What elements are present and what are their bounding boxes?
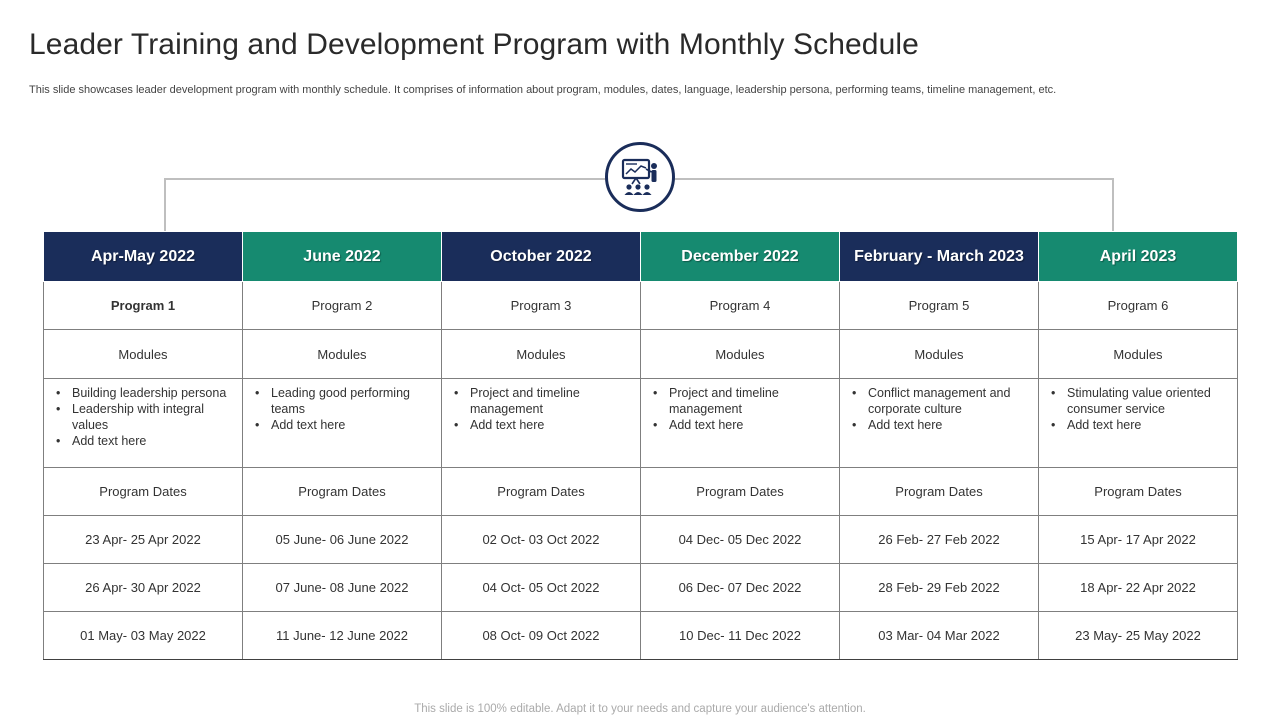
modules-cell: Modules [641,330,840,379]
column-header: December 2022 [641,232,840,282]
modules-cell: Modules [1039,330,1238,379]
module-list [452,385,630,433]
module-list-row [44,379,1238,468]
dates-label-cell: Program Dates [243,468,442,516]
page-title: Leader Training and Development Program with Monthly Schedule [29,28,919,61]
presentation-icon [617,154,663,200]
date-cell: 08 Oct- 09 Oct 2022 [442,612,641,660]
dates-label-cell: Program Dates [641,468,840,516]
module-item: • Add text here [669,417,829,433]
module-list [651,385,829,433]
module-list-cell [1039,379,1238,468]
date-cell: 03 Mar- 04 Mar 2022 [840,612,1039,660]
program-cell: Program 4 [641,282,840,330]
date-cell: 04 Dec- 05 Dec 2022 [641,516,840,564]
modules-cell: Modules [243,330,442,379]
module-list [253,385,431,433]
dates-label-cell: Program Dates [840,468,1039,516]
module-item: • Add text here [868,417,1028,433]
module-item: • Conflict management and corporate culture [868,385,1028,417]
modules-cell: Modules [44,330,243,379]
presentation-icon-badge [605,142,675,212]
date-cell: 23 May- 25 May 2022 [1039,612,1238,660]
date-cell: 04 Oct- 05 Oct 2022 [442,564,641,612]
module-item: • Add text here [271,417,431,433]
program-cell: Program 2 [243,282,442,330]
date-cell: 23 Apr- 25 Apr 2022 [44,516,243,564]
dates-label-cell: Program Dates [442,468,641,516]
date-cell: 11 June- 12 June 2022 [243,612,442,660]
dates-label-cell: Program Dates [44,468,243,516]
module-list-cell [44,379,243,468]
module-item: • Project and timeline management [669,385,829,417]
modules-cell: Modules [840,330,1039,379]
dates-row [44,564,1238,612]
module-list-cell [243,379,442,468]
date-cell: 18 Apr- 22 Apr 2022 [1039,564,1238,612]
header-row [44,232,1238,282]
footer-note: This slide is 100% editable. Adapt it to your needs and capture your audience's attention. [414,703,866,715]
dates-row [44,516,1238,564]
date-cell: 26 Apr- 30 Apr 2022 [44,564,243,612]
date-cell: 01 May- 03 May 2022 [44,612,243,660]
module-item: • Add text here [470,417,630,433]
dates-row [44,612,1238,660]
column-header: February - March 2023 [840,232,1039,282]
schedule-table [43,231,1238,660]
module-list [1049,385,1227,433]
module-list [54,385,232,449]
program-row [44,282,1238,330]
module-item: • Add text here [1067,417,1227,433]
dates-label-cell: Program Dates [1039,468,1238,516]
module-list-cell [641,379,840,468]
date-cell: 26 Feb- 27 Feb 2022 [840,516,1039,564]
module-item: • Leading good performing teams [271,385,431,417]
program-cell: Program 5 [840,282,1039,330]
column-header: Apr-May 2022 [44,232,243,282]
module-list [850,385,1028,433]
module-list-cell [442,379,641,468]
date-cell: 05 June- 06 June 2022 [243,516,442,564]
program-cell: Program 6 [1039,282,1238,330]
module-item: • Project and timeline management [470,385,630,417]
date-cell: 10 Dec- 11 Dec 2022 [641,612,840,660]
column-header: April 2023 [1039,232,1238,282]
page-subtitle: This slide showcases leader development program with monthly schedule. It comprises of information about program, modules, dates, language, leadership persona, performing teams, timeline management, etc. [29,84,1057,96]
date-cell: 06 Dec- 07 Dec 2022 [641,564,840,612]
column-header: October 2022 [442,232,641,282]
module-list-cell [840,379,1039,468]
modules-cell: Modules [442,330,641,379]
date-cell: 07 June- 08 June 2022 [243,564,442,612]
date-cell: 15 Apr- 17 Apr 2022 [1039,516,1238,564]
module-item: • Add text here [72,433,232,449]
column-header: June 2022 [243,232,442,282]
date-cell: 28 Feb- 29 Feb 2022 [840,564,1039,612]
program-cell: Program 1 [44,282,243,330]
program-dates-label-row [44,468,1238,516]
program-cell: Program 3 [442,282,641,330]
module-item: • Leadership with integral values [72,401,232,433]
module-item: • Building leadership persona [72,385,232,401]
modules-row [44,330,1238,379]
date-cell: 02 Oct- 03 Oct 2022 [442,516,641,564]
module-item: • Stimulating value oriented consumer service [1067,385,1227,417]
